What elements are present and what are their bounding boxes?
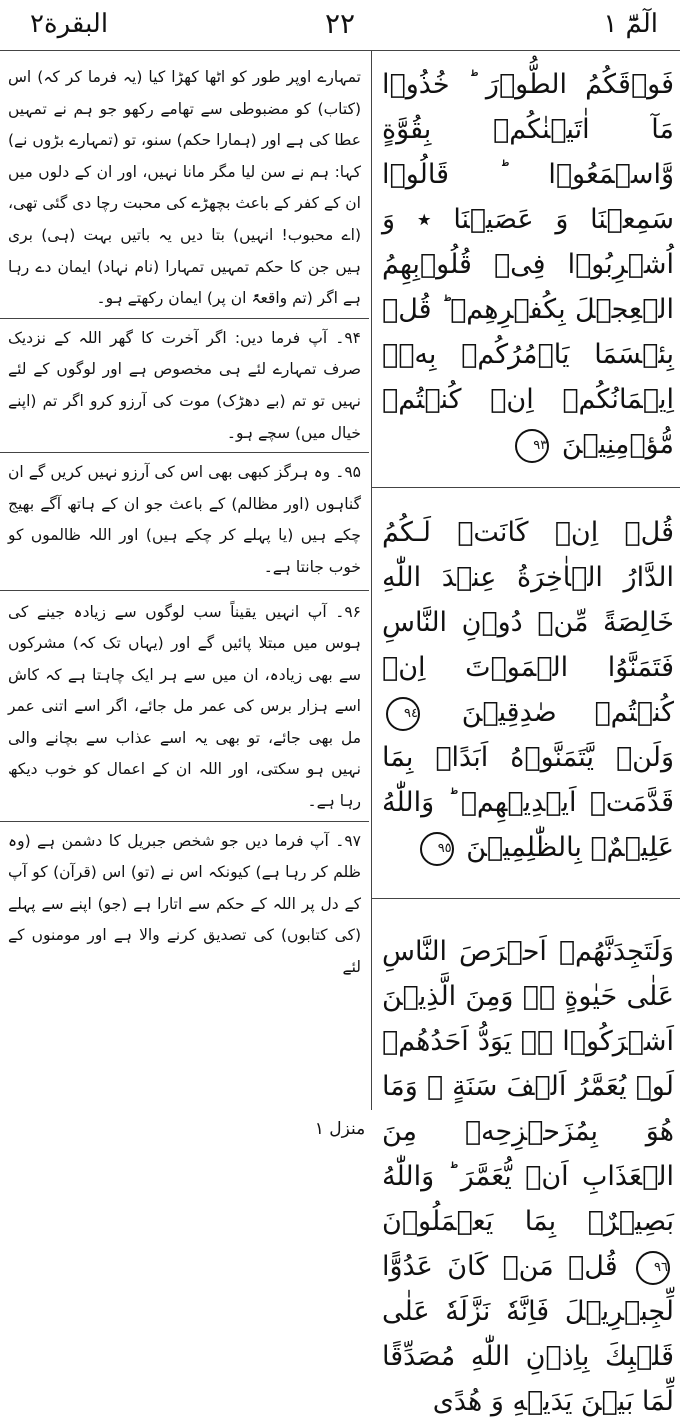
ayah-end-marker: ٩٦: [636, 1251, 670, 1285]
manzil-label: منزل ١: [314, 1119, 366, 1139]
ayah-end-marker: ٩٣: [515, 429, 549, 463]
divider: [0, 590, 369, 591]
page-footer: [0, 1109, 680, 1157]
translation-paragraph: ۹۶۔ آپ انہیں یقیناً سب لوگوں سے زیادہ جینے کی ہوس میں مبتلا پائیں گے اور (یہاں تک کہ) مشرکوں سے بھی زیادہ، ان میں سے ہر ایک چاہتا ہے کہ کاش اسے ہزار برس کی عمر مل جائے، اگر اسے اتنی عمر مل بھی جائے، تو بھی یہ اسے عذاب سے بچانے والی نہیں ہو سکتی، اور اللہ ان کے اعمال کو خوب دیکھ رہا ہے۔: [8, 602, 361, 811]
divider: [0, 821, 369, 822]
arabic-column: [382, 62, 674, 1424]
translation-paragraph: تمہارے اوپر طور کو اٹھا کھڑا کیا (یہ فرما کر کہ) اس (کتاب) کو مضبوطی سے تھامے رکھو جو ہم نے تمہیں عطا کی ہے اور (ہمارا حکم) سنو، تو (تمہارے بڑوں نے) کہا: ہم نے سن لیا مگر مانا نہیں، اور ان کے دلوں میں ان کے کفر کے باعث بچھڑے کی محبت رچا دی گئی تھی، (اے محبوب! انہیں) بتا دیں یہ باتیں بہت (ہی) بری ہیں جن کا حکم تمہیں تمہارا (نام نہاد) ایمان دے رہا ہے اگر (تم واقعۃً ان پر) ایمان رکھتے ہو۔: [8, 68, 361, 308]
para-name: الٓمّٓ ١: [603, 9, 658, 39]
ayah-words: وَلَتَجِدَنَّهُمۡ اَحۡرَصَ النَّاسِ عَلٰى حَيٰوةٍ ۚۛ وَمِنَ الَّذِيۡنَ اَشۡرَكُوۡا ۚۛ يَوَدُّ اَحَدُهُمۡ لَوۡ يُعَمَّرُ اَلۡفَ سَنَةٍ ۚ وَمَا هُوَ بِمُزَحۡزِحِهٖ مِنَ الۡعَذَابِ اَنۡ يُّعَمَّرَ ؕ وَاللّٰهُ بَصِيۡرٌۢ بِمَا يَعۡمَلُوۡنَ: [382, 936, 674, 1237]
page-header: [0, 0, 680, 51]
translation-column: [8, 62, 361, 984]
ayah-words: قُلۡ مَنۡ كَانَ عَدُوًّا لِّجِبۡرِيۡلَ فَاِنَّهٗ نَزَّلَهٗ عَلٰى قَلۡبِكَ بِاِذۡنِ اللّٰهِ مُصَدِّقًا لِّمَا بَيۡنَ يَدَيۡهِ وَ هُدًى: [382, 1251, 674, 1417]
ayah-words: قُلۡ اِنۡ كَانَتۡ لَـكُمُ الدَّارُ الۡاٰخِرَةُ عِنۡدَ اللّٰهِ خَالِصَةً مِّنۡ دُوۡنِ النَّاسِ فَتَمَنَّوُا الۡمَوۡتَ اِنۡ كُنۡتُمۡ صٰدِقِيۡنَ: [382, 517, 674, 728]
column-divider: [371, 50, 372, 1110]
ayah-words: وَلَنۡ يَّتَمَنَّوۡهُ اَبَدًاۢ بِمَا قَدَّمَتۡ اَيۡدِيۡهِمۡ ؕ وَاللّٰهُ عَلِيۡمٌۢ بِالظّٰلِمِيۡنَ: [382, 742, 674, 863]
page-number: ٢٢: [324, 7, 356, 40]
translation-paragraph: ۹۴۔ آپ فرما دیں: اگر آخرت کا گھر اللہ کے نزدیک صرف تمہارے لئے ہی مخصوص ہے اور لوگوں کے لئے نہیں تو تم (بے دھڑک) موت کی آرزو کرو اگر تم (اپنے خیال میں) سچے ہو۔: [8, 328, 361, 442]
surah-name: البقرة٢: [30, 9, 109, 39]
translation-paragraph: ۹۵۔ وہ ہرگز کبھی بھی اس کی آرزو نہیں کریں گے ان گناہوں (اور مظالم) کے باعث جو ان کے ہاتھ آگے بھیج چکے ہیں (یا پہلے کر چکے ہیں) اور اللہ ظالموں کو خوب جانتا ہے۔: [8, 463, 361, 576]
ayah-text: [382, 62, 674, 467]
divider: [0, 452, 369, 453]
divider: [0, 318, 369, 319]
ayah-end-marker: ٩٥: [420, 832, 454, 866]
divider: [372, 487, 680, 488]
divider: [372, 898, 680, 899]
ayah-words: فَوۡقَكُمُ الطُّوۡرَ ؕ خُذُوۡا مَآ اٰتَيۡنٰكُمۡ بِقُوَّةٍ وَّاسۡمَعُوۡا ؕ قَالُوۡا سَمِعۡنَا وَ عَصَيۡنَا ٭ وَ اُشۡرِبُوۡا فِىۡ قُلُوۡبِهِمُ الۡعِجۡلَ بِكُفۡرِهِمۡ ؕ قُلۡ بِئۡسَمَا يَاۡمُرُكُمۡ بِهٖۤ اِيۡمَانُكُمۡ اِنۡ كُنۡتُمۡ مُّؤۡمِنِيۡنَ: [382, 69, 674, 460]
translation-paragraph: ۹۷۔ آپ فرما دیں جو شخص جبریل کا دشمن ہے (وہ ظلم کر رہا ہے) کیونکہ اس نے (تو) اس (قرآن) کو آپ کے دل پر اللہ کے حکم سے اتارا ہے (جو) اپنے سے پہلے (کی کتابوں) کی تصدیق کرنے والا ہے اور مومنوں کے لئے: [8, 831, 361, 977]
ayah-text: [382, 510, 674, 870]
ayah-text: [382, 929, 674, 1424]
ayah-end-marker: ٩٤: [386, 697, 420, 731]
